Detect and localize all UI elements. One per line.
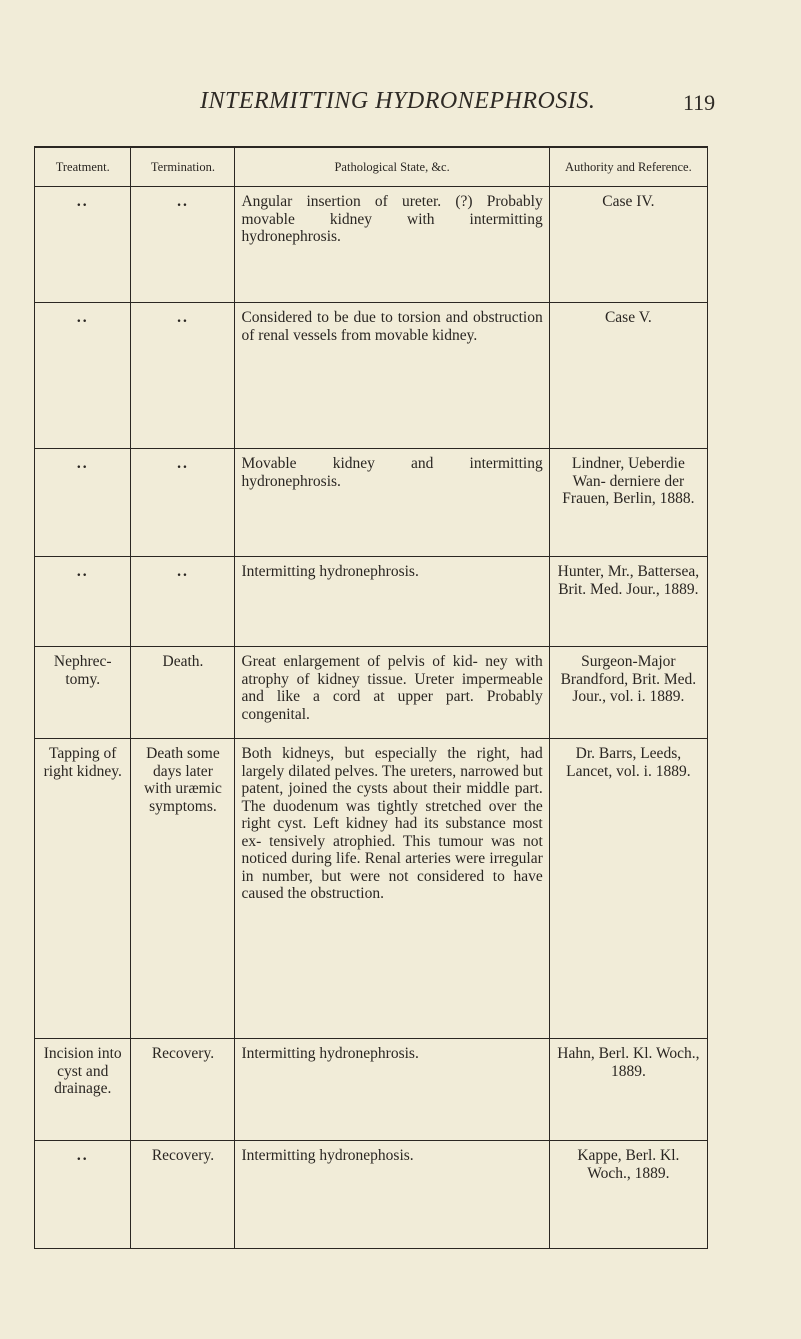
termination-cell: Death some days later with uræmic symptoms. [131, 739, 235, 1039]
pathology-cell: Intermitting hydronephosis. [235, 1141, 549, 1249]
authority-cell: Hahn, Berl. Kl. Woch., 1889. [549, 1039, 707, 1141]
column-header-pathology: Pathological State, &c. [235, 147, 549, 187]
termination-cell: .. [131, 557, 235, 647]
authority-cell: Case IV. [549, 187, 707, 303]
page-number: 119 [683, 90, 716, 115]
authority-cell: Lindner, Ueberdie Wan- derniere der Frauen, Berlin, 1888. [549, 449, 707, 557]
treatment-cell: Nephrec- tomy. [35, 647, 131, 739]
pathology-cell: Intermitting hydronephrosis. [235, 557, 549, 647]
page-header [0, 88, 801, 128]
table-row [35, 1039, 708, 1141]
treatment-cell: .. [35, 1141, 131, 1249]
column-header-authority: Authority and Reference. [549, 147, 707, 187]
treatment-cell: .. [35, 557, 131, 647]
treatment-cell: Tapping of right kidney. [35, 739, 131, 1039]
pathology-cell: Considered to be due to torsion and obstruction of renal vessels from movable kidney. [235, 303, 549, 449]
pathology-cell: Intermitting hydronephrosis. [235, 1039, 549, 1141]
cases-table [34, 146, 708, 1249]
termination-cell: Death. [131, 647, 235, 739]
table-row [35, 739, 708, 1039]
treatment-cell: .. [35, 187, 131, 303]
table-row [35, 557, 708, 647]
termination-cell: .. [131, 449, 235, 557]
treatment-cell: .. [35, 449, 131, 557]
pathology-cell: Angular insertion of ureter. (?) Probably movable kidney with intermitting hydronephrosis. [235, 187, 549, 303]
table-row [35, 187, 708, 303]
treatment-cell: .. [35, 303, 131, 449]
authority-cell: Dr. Barrs, Leeds, Lancet, vol. i. 1889. [549, 739, 707, 1039]
termination-cell: Recovery. [131, 1141, 235, 1249]
column-header-treatment: Treatment. [35, 147, 131, 187]
authority-cell: Hunter, Mr., Battersea, Brit. Med. Jour., 1889. [549, 557, 707, 647]
pathology-cell: Movable kidney and intermitting hydronephrosis. [235, 449, 549, 557]
termination-cell: .. [131, 187, 235, 303]
table-row [35, 449, 708, 557]
termination-cell: Recovery. [131, 1039, 235, 1141]
termination-cell: .. [131, 303, 235, 449]
pathology-cell: Great enlargement of pelvis of kid- ney with atrophy of kidney tissue. Ureter impermeable and like a cord at upper part. Probably congenital. [235, 647, 549, 739]
authority-cell: Surgeon-Major Brandford, Brit. Med. Jour., vol. i. 1889. [549, 647, 707, 739]
treatment-cell: Incision into cyst and drainage. [35, 1039, 131, 1141]
column-header-termination: Termination. [131, 147, 235, 187]
authority-cell: Kappe, Berl. Kl. Woch., 1889. [549, 1141, 707, 1249]
authority-cell: Case V. [549, 303, 707, 449]
table-row [35, 303, 708, 449]
pathology-cell: Both kidneys, but especially the right, had largely dilated pelves. The ureters, narrowed but patent, joined the cysts about their middle part. The duodenum was tightly stretched over the right cyst. Left kidney had its substance most ex- tensively atrophied. This tumour was not noticed during life. Renal arteries were irregular in number, but were not considered to have caused the obstruction. [235, 739, 549, 1039]
table-row [35, 647, 708, 739]
table-header-row [35, 147, 708, 187]
table-row [35, 1141, 708, 1249]
running-title: INTERMITTING HYDRONEPHROSIS. [200, 88, 596, 114]
